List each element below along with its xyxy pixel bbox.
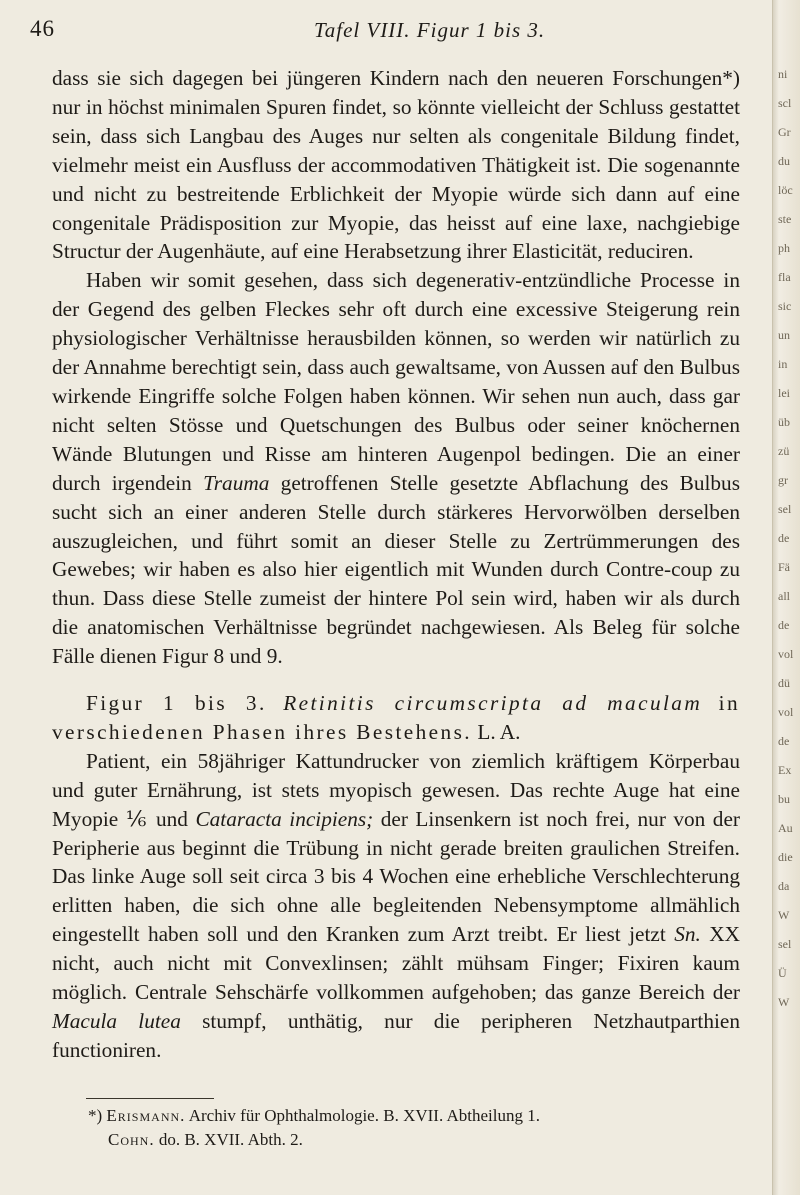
adjacent-margin-fragment: vol: [778, 705, 794, 719]
adjacent-margin-fragment: sel: [778, 937, 792, 951]
footnote-rule: [86, 1098, 214, 1099]
footnote-author: Erismann.: [106, 1106, 186, 1125]
adjacent-margin-fragment: ph: [778, 241, 790, 255]
adjacent-margin-fragment: Au: [778, 821, 793, 835]
page-number: 46: [30, 16, 55, 41]
running-head: Tafel VIII. Figur 1 bis 3.: [314, 18, 546, 42]
figure-heading-lead: Figur 1 bis 3.: [86, 691, 267, 716]
cataract-term: Cataracta incipiens;: [195, 806, 374, 831]
figure-heading-author: L. A.: [477, 719, 521, 744]
footnotes: [88, 1104, 728, 1152]
snellen-term: Sn.: [674, 922, 701, 947]
adjacent-margin-fragment: W: [778, 908, 790, 922]
adjacent-margin-fragment: de: [778, 734, 790, 748]
adjacent-margin-fragment: de: [778, 531, 790, 545]
adjacent-margin-fragment: all: [778, 589, 790, 603]
paragraph-2: Haben wir somit gesehen, dass sich degenerativ-entzündliche Processe in der Gegend des gelben Fleckes sehr oft durch eine excessive Steigerung rein physiologischer Verhältnisse herausbilden können, so werden wir natürlich zu der Annahme berechtigt sein, dass auch gewaltsame, von Aussen auf den Bulbus wirkende Eingriffe solche Folgen haben können. Wir sehen nun auch, dass gar nicht selten Stösse und Quetschungen des Bulbus oder seiner knöchernen Wände Blutungen und Risse am hinteren Augenpol bedingen. Die an einer durch irgendein Trauma getroffenen Stelle gesetzte Abflachung des Bulbus sucht sich an einer anderen Stelle durch stärkeres Hervorwölben derselben auszugleichen, und führt somit an dieser Stelle zu Zertrümmerungen des Gewebes; wir haben es also hier eigentlich mit Wunden durch Contre-coup zu thun. Dass diese Stelle zumeist der hintere Pol sein wird, haben wir als durch die anatomischen Verhältnisse begründet nachgewiesen. Als Beleg für solche Fälle dienen Figur 8 und 9.: [52, 268, 740, 669]
adjacent-margin-fragment: de: [778, 618, 790, 632]
trauma-term: Trauma: [203, 470, 270, 495]
adjacent-margin-fragment: da: [778, 879, 790, 893]
adjacent-margin-fragment: un: [778, 328, 790, 342]
footnote-author: Cohn.: [108, 1130, 155, 1149]
adjacent-margin-fragment: ni: [778, 67, 788, 81]
paragraph-3: Patient, ein 58jähriger Kattundrucker von ziemlich kräftigem Körperbau und guter Ernährung, ist stets myopisch gewesen. Das rechte Auge hat eine Myopie ⅙ und Cataracta incipiens; der Linsenkern ist noch frei, nur von der Peripherie aus beginnt die Trübung in nicht gerade breiten graulichen Streifen. Das linke Auge soll seit circa 3 bis 4 Wochen eine erhebliche Verschlechterung erlitten haben, die sich ohne alle begleitenden Nebensymptome allmählich eingestellt haben soll und den Kranken zum Arzt treibt. Er liest jetzt Sn. XX nicht, auch nicht mit Convexlinsen; zählt mühsam Finger; Fixiren kaum möglich. Centrale Sehschärfe vollkommen aufgehoben; das ganze Bereich der Macula lutea stumpf, unthätig, nur die peripheren Netzhautparthien functioniren.: [52, 748, 741, 1062]
adjacent-margin-fragment: lei: [778, 386, 790, 400]
adjacent-margin-fragment: Ü: [778, 966, 787, 980]
adjacent-margin-fragment: Gr: [778, 125, 791, 139]
adjacent-margin-fragment: scl: [778, 96, 792, 110]
main-text: [52, 64, 740, 1065]
footnote-2: Cohn. do. B. XVII. Abth. 2.: [108, 1130, 303, 1149]
footnote-reference: *): [722, 66, 740, 90]
adjacent-margin-fragment: Fä: [778, 560, 790, 574]
figure-heading: [52, 689, 740, 747]
adjacent-margin-fragment: ste: [778, 212, 792, 226]
adjacent-margin-fragment: üb: [778, 415, 790, 429]
adjacent-margin-fragment: dü: [778, 676, 790, 690]
macula-term: Macula lutea: [52, 1009, 181, 1033]
paragraph-1: dass sie sich dagegen bei jüngeren Kindern nach den neueren Forschungen*) nur in höchst minimalen Spuren findet, so könnte vielleicht der Schluss gestattet sein, dass sich Langbau des Auges nur selten als congenitale Bildung findet, vielmehr meist ein Ausfluss der accommodativen Thätigkeit ist. Die sogenannte und nicht zu bestreitende Erblichkeit der Myopie würde sich dann auf eine congenitale Prädisposition zur Myopie, das heisst auf eine laxe, nachgiebige Structur der Augenhäute, auf eine Herabsetzung ihrer Elasticität, reduciren.: [52, 66, 740, 264]
adjacent-margin-fragment: Ex: [778, 763, 792, 777]
adjacent-margin-fragment: zü: [778, 444, 790, 458]
page-header: [30, 16, 752, 46]
adjacent-margin-fragment: in: [778, 357, 788, 371]
adjacent-margin-fragment: W: [778, 995, 790, 1009]
myopia-fraction: ⅙: [125, 806, 149, 831]
figure-heading-title: Retinitis circumscripta ad maculam: [283, 691, 703, 716]
adjacent-margin-fragment: vol: [778, 647, 794, 661]
adjacent-page-margin-text: [778, 60, 800, 1017]
adjacent-margin-fragment: löc: [778, 183, 793, 197]
adjacent-margin-fragment: bu: [778, 792, 790, 806]
adjacent-margin-fragment: fla: [778, 270, 791, 284]
adjacent-margin-fragment: gr: [778, 473, 788, 487]
adjacent-margin-fragment: die: [778, 850, 793, 864]
adjacent-margin-fragment: du: [778, 154, 790, 168]
footnote-1: *) Erismann. Archiv für Ophthalmologie. B. XVII. Abtheilung 1.: [88, 1106, 540, 1125]
adjacent-margin-fragment: sic: [778, 299, 792, 313]
adjacent-margin-fragment: sel: [778, 502, 792, 516]
figure-heading-tail: in verschiedenen Phasen ihres Bestehens.: [52, 691, 741, 744]
